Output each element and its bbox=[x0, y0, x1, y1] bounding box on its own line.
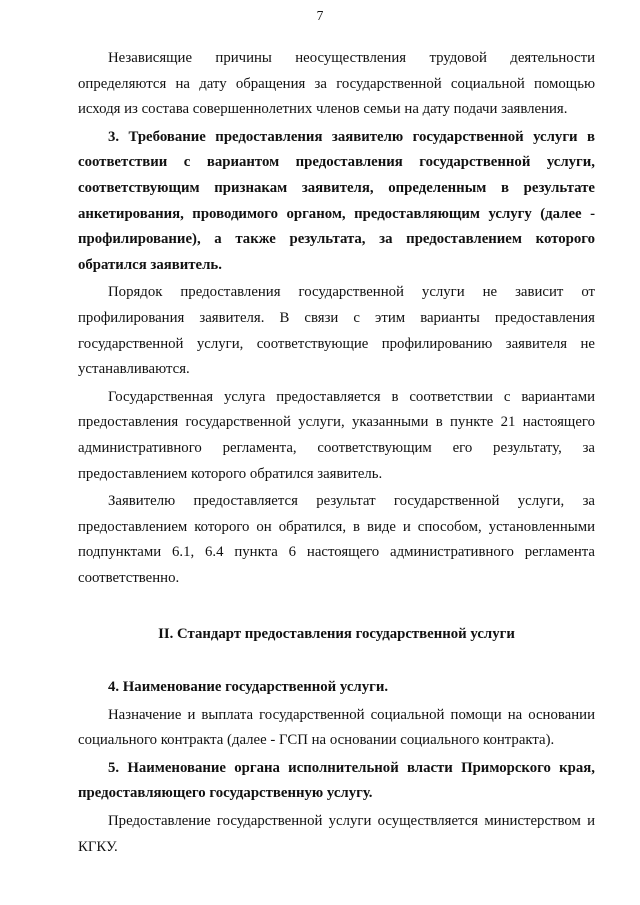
paragraph-independent-reasons: Независящие причины неосуществления трудовой деятельности определяются на дату обращения за государственной социальной помощью исходя из состава совершеннолетних членов семьи на дату подачи заявления. bbox=[78, 50, 595, 118]
paragraph-service-name: Назначение и выплата государственной социальной помощи на основании социального контракта (далее - ГСП на основании социального контракта). bbox=[78, 706, 595, 749]
paragraph-service-variants: Государственная услуга предоставляется в соответствии с вариантами предоставления государственной услуги, указанными в пункте 21 настоящего административного регламента, соответствующим его результату, за предоставлением которого обратился заявитель. bbox=[78, 388, 595, 482]
paragraph-service-provider: Предоставление государственной услуги осуществляется министерством и КГКУ. bbox=[78, 813, 595, 855]
heading-item-4: 4. Наименование государственной услуги. bbox=[108, 679, 389, 696]
heading-item-3: 3. Требование предоставления заявителю государственной услуги в соответствии с вариантом предоставления государственной услуги, соответствующим признакам заявителя, определенным в результате анкетирования, проводимого органом, предоставляющим услугу (далее - профилирование), а также результата, за предоставлением которого обратился заявитель. bbox=[78, 128, 595, 273]
section-title-standard: II. Стандарт предоставления государственной услуги bbox=[158, 626, 515, 643]
spacer bbox=[78, 648, 595, 675]
spacer bbox=[78, 591, 595, 622]
page-number: 7 bbox=[316, 8, 324, 23]
paragraph-result-delivery: Заявителю предоставляется результат государственной услуги, за предоставлением которого он обратился, в виде и способом, установленными подпунктами 6.1, 6.4 пункта 6 настоящего административного регламента соответственно. bbox=[78, 493, 595, 586]
document-body bbox=[78, 46, 595, 860]
paragraph-profiling-order: Порядок предоставления государственной услуги не зависит от профилирования заявителя. В связи с этим варианты предоставления государственной услуги, соответствующие профилированию заявителя не устанавливаются. bbox=[78, 284, 595, 378]
heading-item-5: 5. Наименование органа исполнительной власти Приморского края, предоставляющего государственную услугу. bbox=[78, 759, 595, 802]
